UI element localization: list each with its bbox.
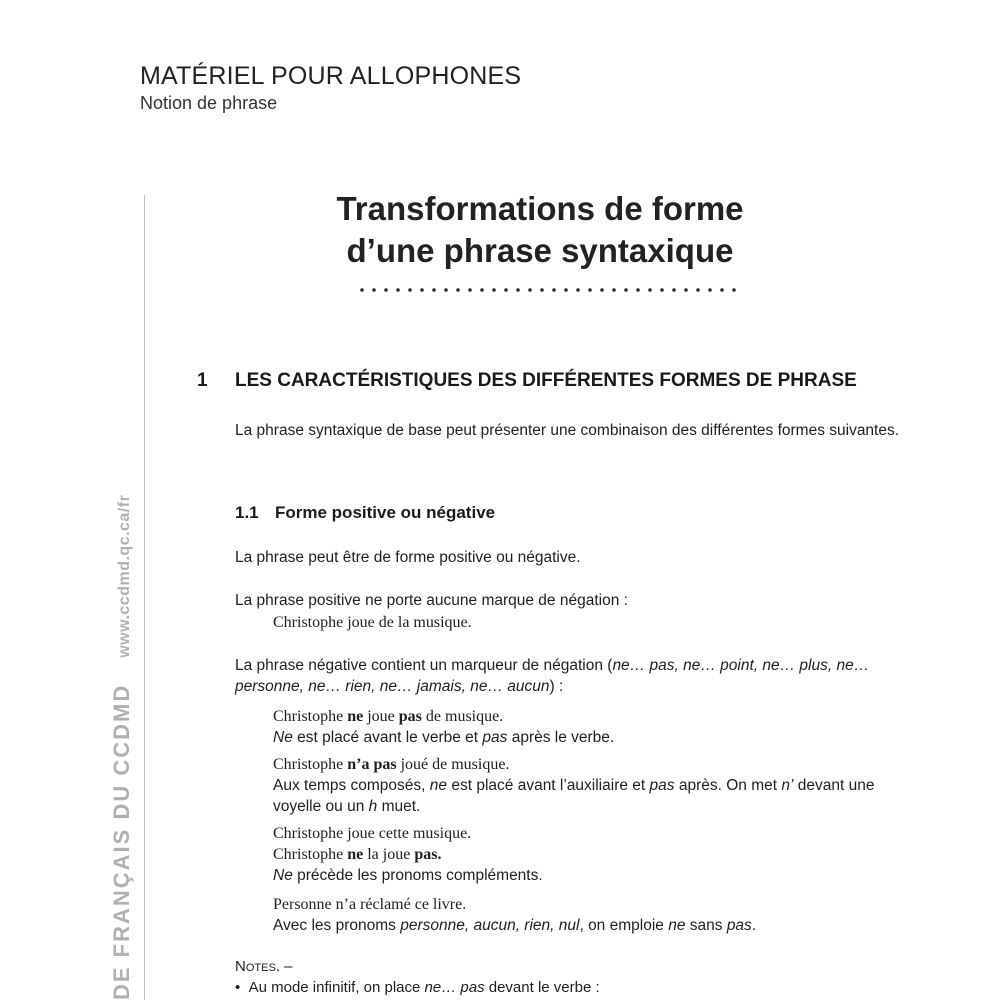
section-number: 1: [197, 370, 208, 391]
text-span: muet.: [377, 798, 421, 815]
italic-h: h: [368, 798, 378, 815]
publisher-url[interactable]: www.ccdmd.qc.ca/fr: [116, 494, 133, 658]
bold-na: n’a: [347, 756, 370, 773]
example-explanation: [273, 865, 913, 886]
text-span: Au mode infinitif, on place: [248, 979, 425, 996]
paragraph-forms: La phrase peut être de forme positive ou négative.: [235, 549, 581, 566]
italic-ne: ne: [429, 777, 448, 794]
text-span: de musique.: [421, 708, 504, 725]
paragraph-negative: [235, 655, 905, 697]
text-span: Christophe: [273, 708, 348, 725]
margin-rule: [144, 195, 145, 1000]
example-positive: Christophe joue de la musique.: [273, 614, 472, 631]
italic-n: n’: [781, 777, 794, 794]
text-span: joue: [363, 708, 399, 725]
text-span: ) :: [549, 678, 564, 695]
text-span: est placé avant le verbe et: [292, 729, 483, 746]
bold-pas: pas: [398, 708, 422, 725]
bold-ne: ne: [347, 708, 364, 725]
example-2: [273, 754, 913, 817]
section-title: LES CARACTÉRISTIQUES DES DIFFÉRENTES FORMES DE PHRASE: [235, 370, 857, 391]
section-1-heading: [197, 370, 857, 392]
italic-pas: pas: [649, 777, 675, 794]
example-explanation: [273, 915, 913, 936]
text-span: après. On met: [674, 777, 782, 794]
text-span: .: [751, 917, 757, 934]
title-line-2: d’une phrase syntaxique: [346, 232, 734, 269]
title-dotted-rule: [356, 288, 740, 292]
notes-bullet-1: • Au mode infinitif, on place ne… pas devant le verbe :: [235, 979, 600, 996]
text-span: La phrase négative contient un marqueur de négation (: [235, 657, 613, 674]
text-span: , on emploie: [579, 917, 669, 934]
italic-ne: ne: [668, 917, 686, 934]
example-explanation: [273, 775, 913, 817]
document-header: [140, 60, 521, 114]
bold-ne: ne: [347, 846, 364, 863]
text-span: devant une voyelle ou un: [273, 777, 875, 815]
example-explanation: [273, 727, 913, 748]
italic-ne: Ne: [273, 729, 293, 746]
example-sentence: [273, 754, 913, 775]
notes-label: Notes. –: [235, 958, 293, 975]
text-span: Aux temps composés,: [273, 777, 430, 794]
text-span: sans: [685, 917, 727, 934]
example-sentence: Personne n’a réclamé ce livre.: [273, 896, 467, 913]
text-span: Avec les pronoms: [273, 917, 401, 934]
text-span: après le verbe.: [507, 729, 615, 746]
title-line-1: Transformations de forme: [336, 190, 744, 227]
text-span: est placé avant l’auxiliaire et: [447, 777, 650, 794]
section-intro: La phrase syntaxique de base peut présenter une combinaison des différentes formes suivantes.: [235, 422, 900, 439]
italic-pas: pas: [726, 917, 752, 934]
vertical-publisher-text: [109, 495, 135, 1000]
text-span: devant le verbe :: [484, 979, 600, 996]
bold-pas: pas.: [414, 846, 442, 863]
paragraph-positive: La phrase positive ne porte aucune marque de négation :: [235, 592, 628, 609]
negation-markers: ne… pas, ne… point, ne… plus, ne… personne, ne… rien, ne… jamais, ne… aucun: [235, 657, 870, 695]
example-sentence: [273, 706, 913, 727]
text-span: Christophe: [273, 846, 348, 863]
notes-heading: [235, 956, 905, 977]
italic-pronouns: personne, aucun, rien, nul: [400, 917, 580, 934]
series-subtitle: Notion de phrase: [140, 93, 278, 113]
example-4: [273, 894, 913, 936]
subsection-title: Forme positive ou négative: [275, 503, 496, 522]
example-sentence: Christophe joue cette musique.: [273, 825, 472, 842]
italic-ne-pas: ne… pas: [424, 979, 485, 996]
example-1: [273, 706, 913, 748]
bold-pas: pas: [373, 756, 397, 773]
text-span: précède les pronoms compléments.: [292, 867, 543, 884]
text-span: la joue: [363, 846, 415, 863]
example-3: [273, 823, 913, 886]
example-sentence-negative: [273, 844, 913, 865]
italic-pas: pas: [482, 729, 508, 746]
document-title: [240, 188, 840, 272]
text-span: joué de musique.: [396, 756, 510, 773]
series-title: MATÉRIEL POUR ALLOPHONES: [140, 62, 522, 90]
publisher-name: DE FRANÇAIS DU CCDMD: [109, 683, 134, 1000]
subsection-number: 1.1: [235, 503, 259, 522]
italic-ne: Ne: [273, 867, 293, 884]
text-span: Christophe: [273, 756, 348, 773]
subsection-1-1-heading: [235, 503, 495, 523]
